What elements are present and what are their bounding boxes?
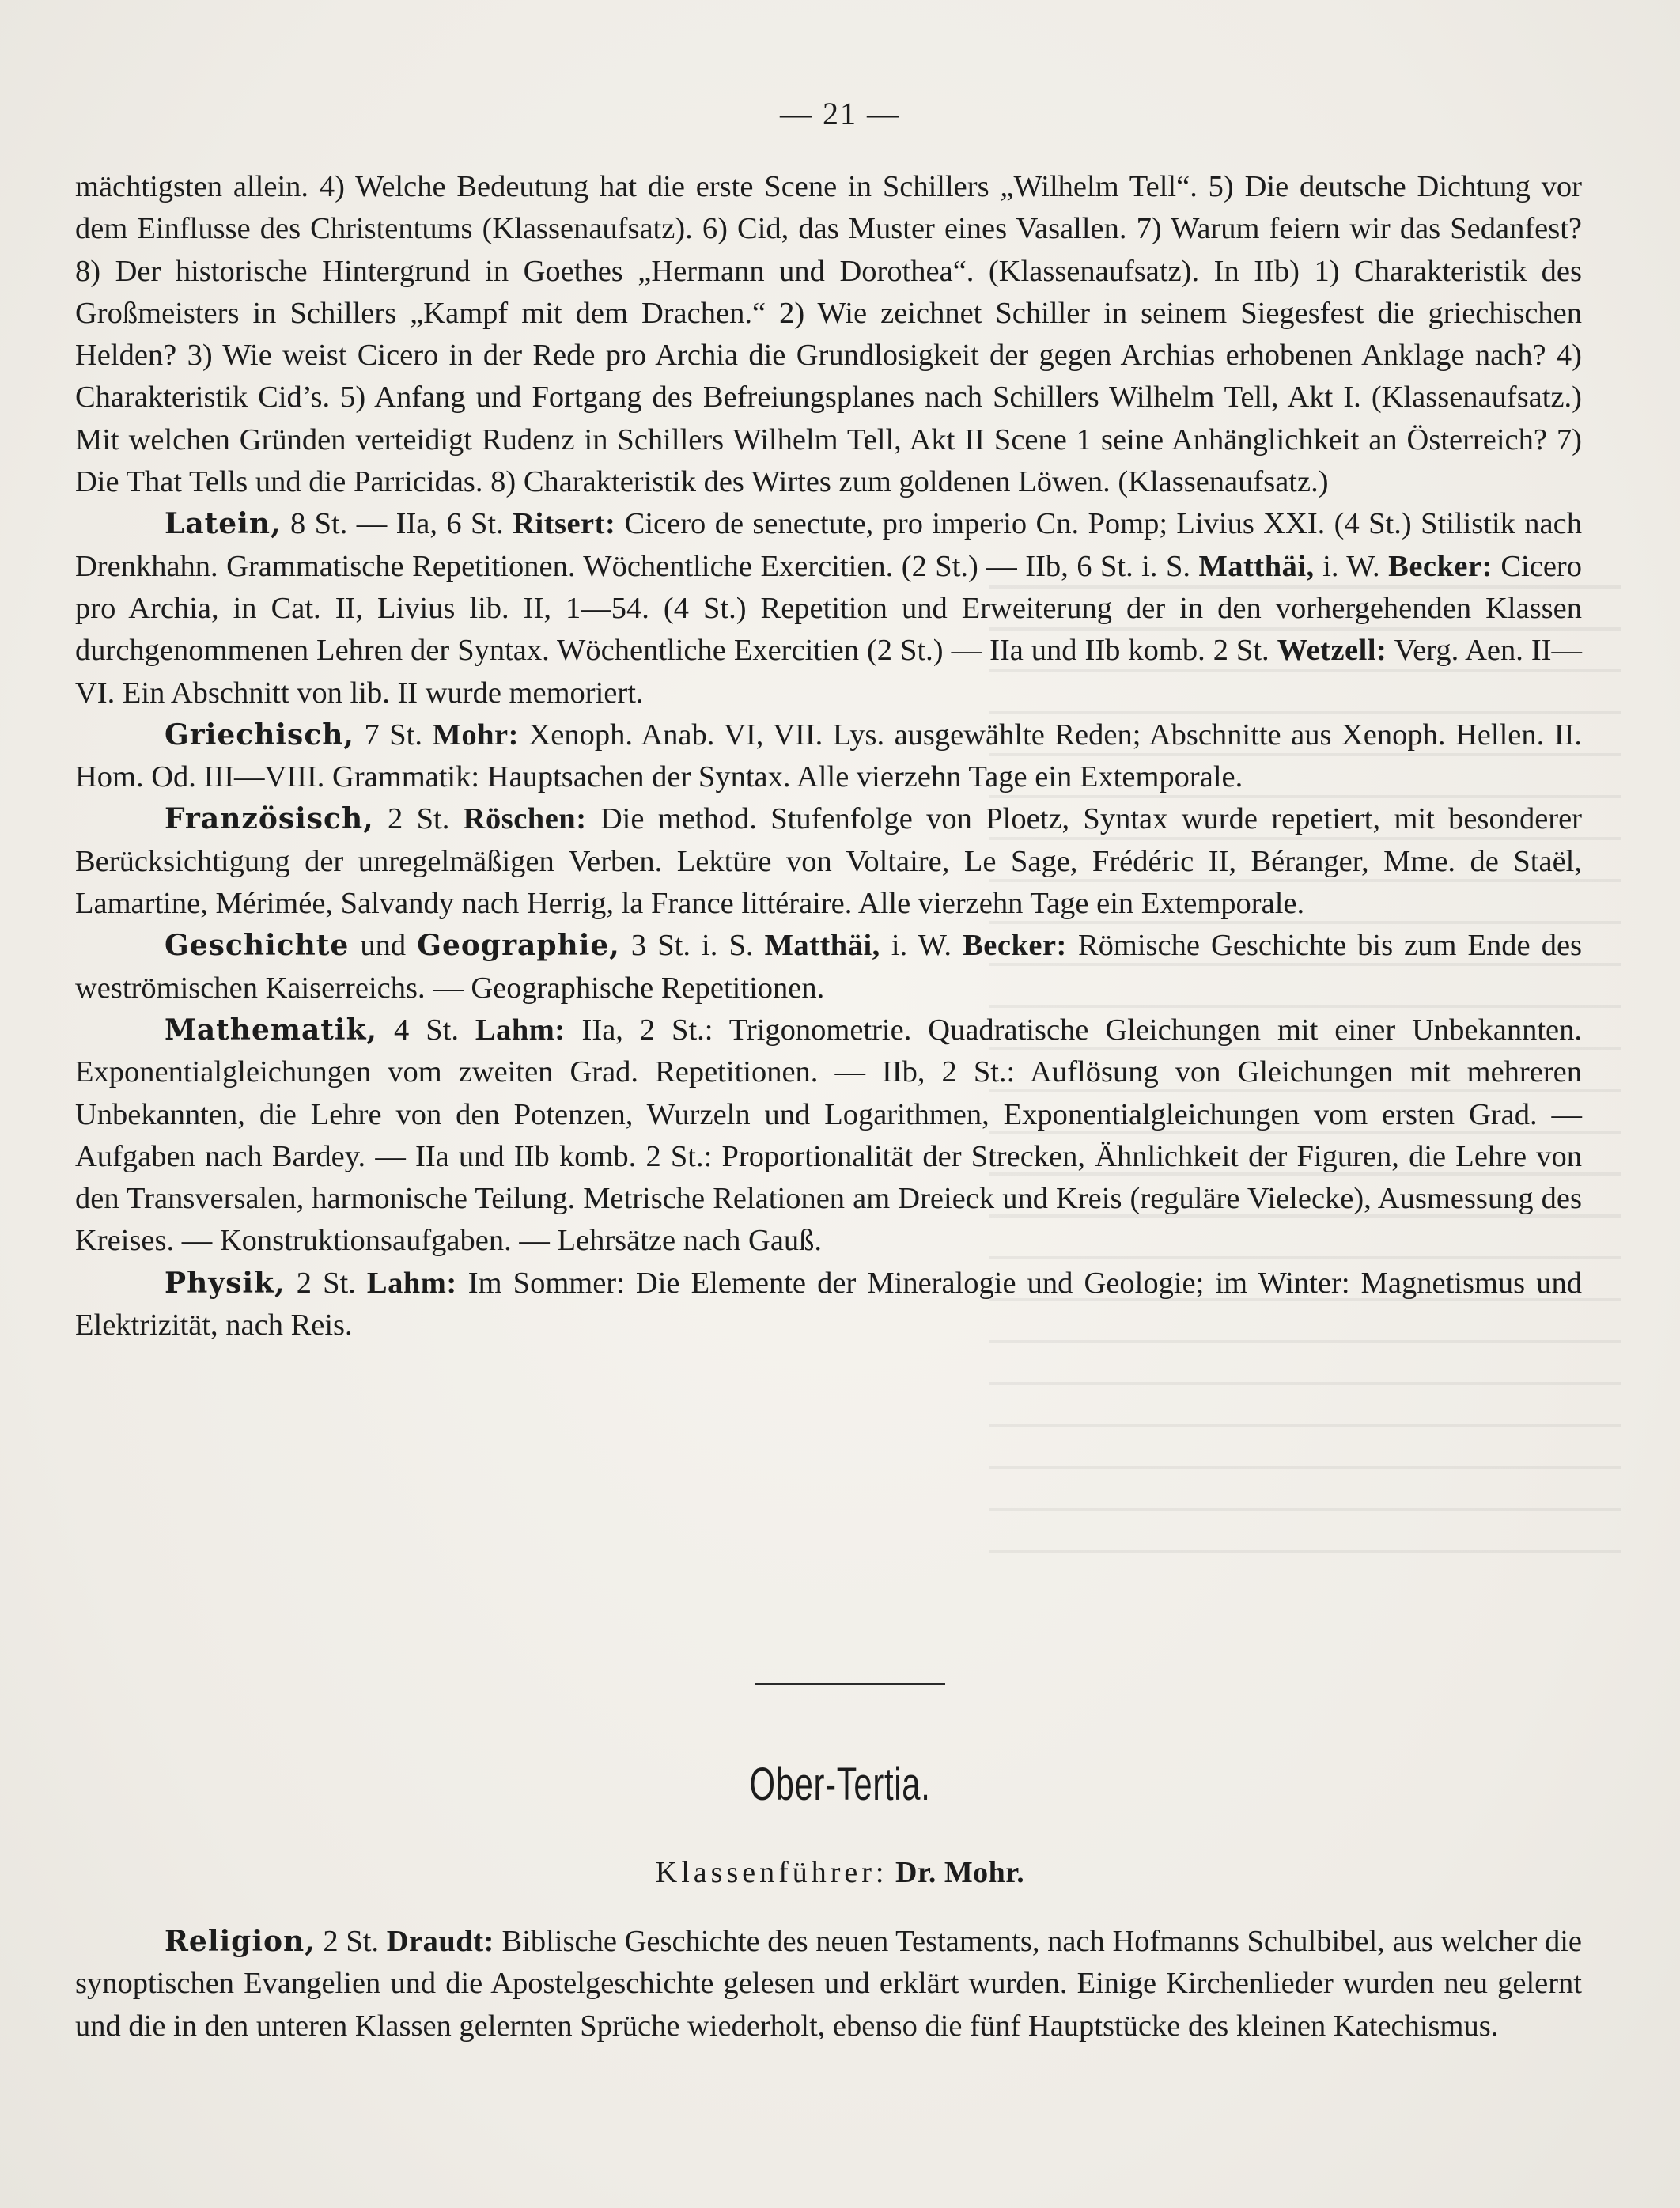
- page-number: — 21 —: [780, 96, 900, 131]
- section-title: Ober-Tertia.: [749, 1759, 931, 1810]
- text-run: Cicero de senectute, pro imperio Cn. Pomp; Livius XXI. (4 St.) Stilistik nach Drenkhahn. Grammatische Repetitionen. Wöchentliche Exercitien. (2 St.) — IIb, 6 St. i. S.: [75, 507, 1582, 583]
- teacher-name: Mohr:: [432, 718, 519, 752]
- teacher-name: Draudt:: [386, 1925, 494, 1958]
- text-run: i. W.: [1314, 549, 1389, 583]
- paragraph: [75, 798, 1582, 925]
- text-run: i. W.: [880, 929, 963, 963]
- text-run: IIa, 2 St.: Trigonometrie. Quadratische Gleichungen mit einer Unbekannten. Exponentialgleichungen vom zweiten Grad. Repetitionen. — IIb, 2 St.: Auflösung von Gleichungen mit mehreren Unbekannten, die Lehre von den Potenzen, Wurzeln und Logarithmen, Exponentialgleichungen vom ersten Grad. — Aufgaben nach Bardey. — IIa und IIb komb. 2 St.: Proportionalität der Strecken, Ähnlichkeit der Figuren, die Lehre von den Transversalen, harmonische Teilung. Metrische Relationen am Dreieck und Kreis (reguläre Vielecke), Ausmessung des Kreises. — Konstruktionsaufgaben. — Lehrsätze nach Gauß.: [75, 1013, 1583, 1258]
- text-run: Verg. Aen. II—VI. Ein Abschnitt von lib. II wurde memoriert.: [75, 634, 1583, 710]
- body-text: [75, 166, 1582, 1346]
- class-leader-name: Dr. Mohr.: [895, 1856, 1025, 1889]
- text-run: Xenoph. Anab. VI, VII. Lys. ausgewählte Reden; Abschnitte aus Xenoph. Hellen. II. Hom. Od. III—VIII. Grammatik: Hauptsachen der Syntax. Alle vierzehn Tage ein Extemporale.: [75, 718, 1583, 794]
- teacher-name: Wetzell:: [1277, 634, 1387, 668]
- paragraph: [75, 503, 1582, 714]
- paragraph: [75, 166, 1582, 503]
- paragraph: [75, 1009, 1582, 1263]
- section-divider: [755, 1683, 945, 1685]
- teacher-name: Ritsert:: [513, 507, 616, 541]
- text-run: Cicero pro Archia, in Cat. II, Livius lib. II, 1—54. (4 St.) Repetition und Erweiterung der in den vorhergehenden Klassen durchgenommenen Lehren der Syntax. Wöchentliche Exercitien (2 St.) — IIa und IIb komb. 2 St.: [75, 549, 1582, 668]
- text-run: Im Sommer: Die Elemente der Mineralogie und Geologie; im Winter: Magnetismus und Elektrizität, nach Reis.: [75, 1266, 1582, 1343]
- text-run: 3 St. i. S.: [619, 929, 765, 963]
- subject-heading: Religion,: [165, 1925, 316, 1958]
- teacher-name: Matthäi,: [1198, 549, 1315, 583]
- subject-heading: Geographie,: [417, 929, 620, 963]
- text-run: 8 St. — IIa, 6 St.: [281, 507, 513, 541]
- text-run: und: [349, 929, 418, 963]
- teacher-name: Lahm:: [366, 1266, 457, 1300]
- paragraph: [75, 1921, 1582, 2047]
- teacher-name: Becker:: [963, 929, 1067, 963]
- paragraph: [75, 714, 1582, 799]
- subject-heading: Latein,: [165, 507, 282, 541]
- text-run: Biblische Geschichte des neuen Testaments, nach Hofmanns Schulbibel, aus welcher die synoptischen Evangelien und die Apostelgeschichte gelesen und erklärt wurden. Einige Kirchenlieder wurden neu gelernt und die in den unteren Klassen gelernten Sprüche wiederholt, ebenso die fünf Hauptstücke des kleinen Katechismus.: [75, 1925, 1582, 2043]
- text-run: Die method. Stufenfolge von Ploetz, Syntax wurde repetiert, mit besonderer Berücksichtigung der unregelmäßigen Verben. Lektüre von Voltaire, Le Sage, Frédéric II, Béranger, Mme. de Staël, Lamartine, Mérimée, Salvandy nach Herrig, la France littéraire. Alle vierzehn Tage ein Extemporale.: [75, 802, 1583, 921]
- class-leader-label: Klassenführer:: [655, 1856, 888, 1889]
- paragraph: [75, 925, 1582, 1009]
- text-run: 2 St.: [315, 1925, 387, 1958]
- teacher-name: Becker:: [1388, 549, 1493, 583]
- section-body-text: [75, 1921, 1582, 2047]
- class-leader-line: [0, 1855, 1680, 1890]
- subject-heading: Geschichte: [165, 929, 350, 963]
- text-run: 7 St.: [354, 718, 433, 752]
- subject-heading: Griechisch,: [165, 718, 354, 752]
- teacher-name: Röschen:: [463, 802, 587, 836]
- text-run: Römische Geschichte bis zum Ende des weströmischen Kaiserreichs. — Geographische Repetitionen.: [75, 929, 1583, 1005]
- teacher-name: Matthäi,: [764, 929, 880, 963]
- subject-heading: Französisch,: [165, 802, 374, 836]
- subject-heading: Mathematik,: [165, 1013, 378, 1047]
- subject-heading: Physik,: [165, 1266, 286, 1300]
- teacher-name: Lahm:: [475, 1013, 566, 1047]
- text-run: 4 St.: [377, 1013, 475, 1047]
- text-run: 2 St.: [285, 1266, 367, 1300]
- text-run: mächtigsten allein. 4) Welche Bedeutung hat die erste Scene in Schillers „Wilhelm Tell“. 5) Die deutsche Dichtung vor dem Einflusse des Christentums (Klassenaufsatz). 6) Cid, das Muster eines Vasallen. 7) Warum feiern wir das Sedanfest? 8) Der historische Hintergrund in Goethes „Hermann und Dorothea“. (Klassenaufsatz). In IIb) 1) Charakteristik des Großmeisters in Schillers „Kampf mit dem Drachen.“ 2) Wie zeichnet Schiller in seinem Siegesfest die griechischen Helden? 3) Wie weist Cicero in der Rede pro Archia die Grundlosigkeit der gegen Archias erhobenen Anklage nach? 4) Charakteristik Cid’s. 5) Anfang und Fortgang des Befreiungsplanes nach Schillers Wilhelm Tell, Akt I. (Klassenaufsatz.) Mit welchen Gründen verteidigt Rudenz in Schillers Wilhelm Tell, Akt II Scene 1 seine Anhänglichkeit an Österreich? 7) Die That Tells und die Parricidas. 8) Charakteristik des Wirtes zum goldenen Löwen. (Klassenaufsatz.): [75, 170, 1582, 499]
- paragraph: [75, 1263, 1582, 1347]
- text-run: 2 St.: [373, 802, 464, 836]
